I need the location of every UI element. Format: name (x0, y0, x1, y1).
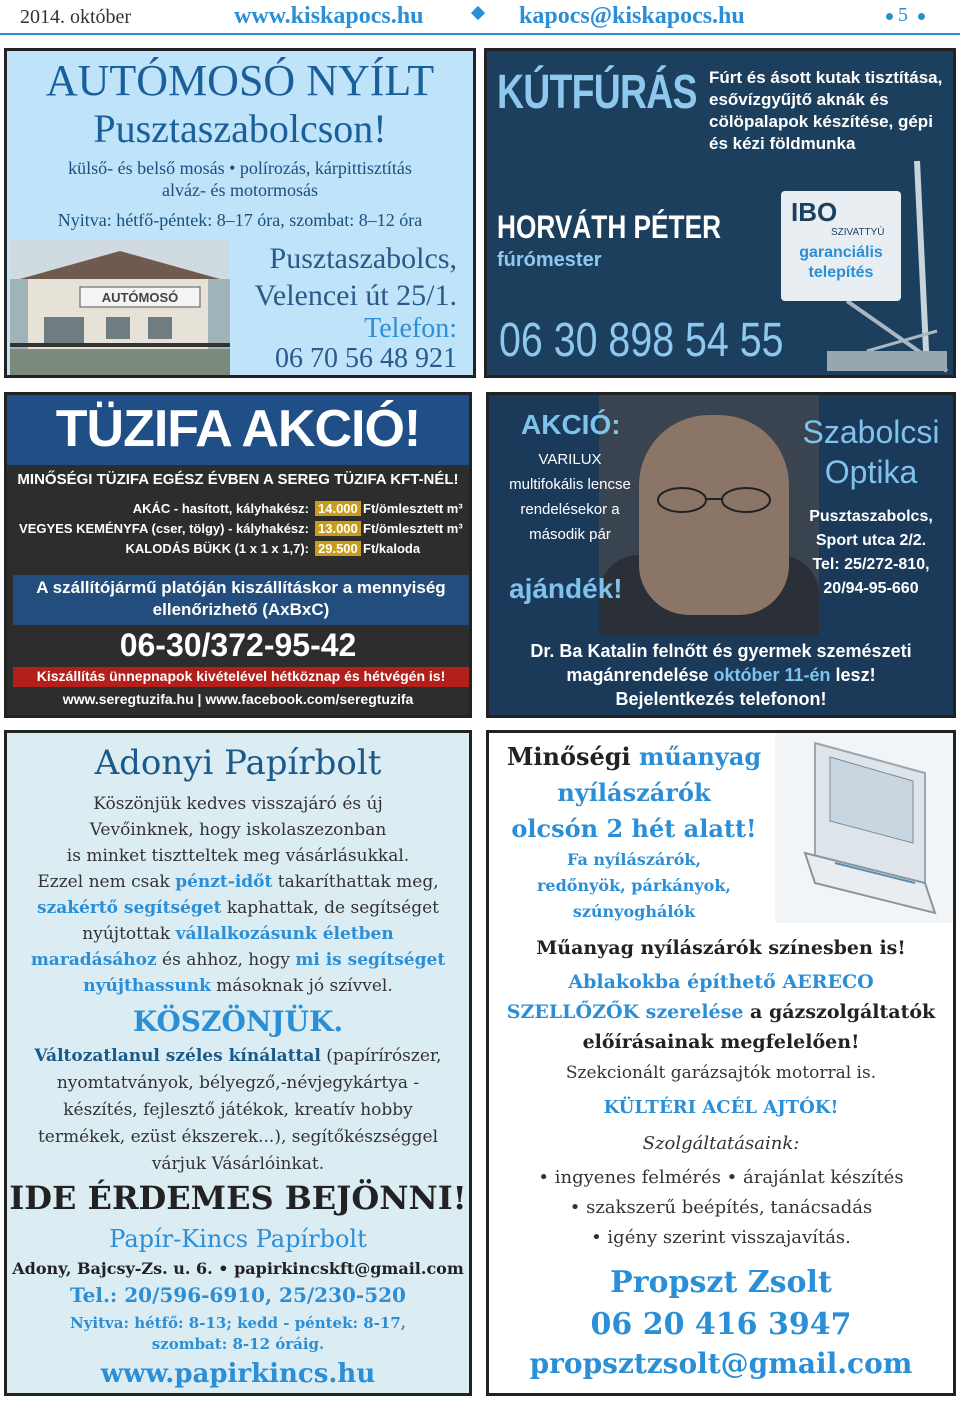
list-item: • szakszerű beépítés, tanácsadás (569, 1197, 873, 1218)
paper-message-paragraph: Ezzel nem csak pénzt-időt takaríthattak meg, szakértő segítséget kaphattak, de segítséget nyújtottak vállalkozásunk életben maradásához és ahhoz, hogy mi is segítséget nyújthassunk másoknak jó szívvel. (30, 872, 446, 996)
firewood-price-row (13, 521, 469, 539)
ibo-logo-sub: SZIVATTYÚ (831, 227, 885, 238)
carwash-title-location: Pusztaszabolcson! (93, 106, 387, 151)
photo-face (639, 415, 789, 615)
optics-notice-line2: magánrendelése október 11-én lesz! (566, 665, 876, 685)
header-website-link[interactable]: www.kiskapocs.hu (234, 3, 424, 29)
paper-hours-line: szombat: 8-12 óráig. (151, 1335, 325, 1353)
firewood-item-name: AKÁC - hasított, kályhakész: (132, 501, 309, 516)
paper-shop-message (17, 791, 459, 999)
optics-notice-line1: Dr. Ba Katalin felnőtt és gyermek szemészeti (530, 641, 912, 661)
windows-product-line: redőnyök, párkányok, (537, 876, 731, 895)
firewood-delivery-note: Kiszállítás ünnepnapok kivételével hétköznap és hétvégén is! (36, 668, 446, 684)
firewood-notice-line1: A szállítójármű platóján kiszállításkor a mennyiség (36, 578, 446, 597)
optics-street: Sport utca 2/2. (815, 532, 927, 549)
windows-garage-note: Szekcionált garázsajtók motorral is. (565, 1063, 877, 1083)
firewood-notice-line2: ellenőrizhető (AxBxC) (152, 600, 330, 619)
optics-promo-text: VARILUX multifokális lencse rendelésekor a második pár (509, 451, 631, 543)
well-contact-role: fúrómester (497, 249, 602, 271)
paper-shop-phone[interactable]: Tel.: 20/596-6910, 25/230-520 (70, 1283, 406, 1307)
firewood-delivery-band (13, 667, 469, 687)
optics-ad (486, 392, 956, 718)
window-profile-image (775, 733, 953, 923)
paper-offer-text: Változatlanul széles kínálattal (papírírószer, nyomtatványok, bélyegző,-névjegykártya - készítés, fejlesztő játékok, kreatív hobby termékek, ezüst ékszerek...), segítőkészséggel várjuk Vásárlóinkat. (34, 1046, 442, 1174)
paper-shop-hours (7, 1313, 469, 1355)
carwash-phone[interactable]: 06 70 56 48 921 (275, 343, 457, 374)
firewood-item-unit: Ft/ömlesztett m³ (363, 521, 463, 536)
carwash-ad (4, 48, 476, 378)
carwash-services: külső- és belső mosás • polírozás, kárpittisztítás (68, 158, 412, 178)
glasses-icon (654, 485, 774, 515)
list-item: • igény szerint visszajavítás. (591, 1227, 851, 1248)
firewood-websites[interactable]: www.seregtuzifa.hu | www.facebook.com/seregtuzifa (62, 691, 414, 707)
firewood-item-price: 29.500 (315, 541, 361, 556)
windows-product-line: szúnyoghálók (572, 902, 696, 921)
list-item: • ingyenes felmérés • árajánlat készítés (538, 1167, 904, 1188)
header-divider (0, 33, 960, 35)
carwash-phone-label: Telefon: (364, 313, 457, 344)
firewood-price-row (13, 501, 469, 519)
windows-contact-name: Propszt Zsolt (610, 1265, 832, 1300)
issue-date: 2014. október (20, 6, 132, 28)
optics-phone-2[interactable]: 20/94-95-660 (823, 580, 919, 597)
firewood-item-name: KALODÁS BÜKK (1 x 1 x 1,7): (125, 541, 309, 556)
windows-services-list (489, 1163, 953, 1253)
firewood-item-price: 13.000 (315, 521, 361, 536)
optics-brand-name: Szabolcsi (802, 414, 940, 450)
windows-ad (486, 730, 956, 1396)
windows-color-note: Műanyag nyílászárók színesben is! (536, 937, 906, 959)
optics-phone-1[interactable]: Tel: 25/272-810, (812, 556, 930, 573)
carwash-city: Pusztaszabolcs, (269, 242, 457, 275)
windows-contact-phone[interactable]: 06 20 416 3947 (590, 1307, 852, 1342)
firewood-title: TÜZIFA AKCIÓ! (55, 400, 421, 458)
windows-headline: Minőségi műanyag nyílászárók olcsón 2 hét alatt! (506, 742, 762, 843)
windows-products (489, 847, 779, 925)
optics-promo-title: AKCIÓ: (521, 409, 621, 440)
carwash-services-extra: alváz- és motormosás (162, 180, 318, 200)
firewood-price-row (13, 541, 469, 559)
well-contact-name: HORVÁTH PÉTER (497, 209, 722, 245)
firewood-phone[interactable]: 06-30/372-95-42 (119, 627, 357, 663)
firewood-notice (13, 577, 469, 621)
paper-call-to-action: IDE ÉRDEMES BEJÖNNI! (9, 1179, 467, 1217)
paper-intro-line: Köszönjük kedves visszajáró és új (93, 794, 383, 814)
optics-promo-gift: ajándék! (509, 573, 623, 604)
well-drilling-ad (484, 48, 956, 378)
page-number: 5 (898, 4, 908, 26)
paper-intro-line: Vevőinknek, hogy iskolaszezonban (89, 820, 387, 840)
well-title: KÚTFÚRÁS (497, 66, 697, 119)
well-description: Fúrt és ásott kutak tisztítása, esővízgyűjtő aknák és cölöpalapok készítése, gépi és kézi földmunka (709, 68, 943, 153)
optics-city: Pusztaszabolcs, (809, 508, 933, 525)
paper-shop-ad (4, 730, 472, 1396)
firewood-notice-band (13, 575, 469, 625)
carwash-building-photo (10, 239, 230, 375)
page-header (0, 0, 960, 34)
firewood-header-band (7, 395, 472, 465)
firewood-item-unit: Ft/kaloda (363, 541, 421, 556)
paper-intro-line: is minket tisztteltek meg vásárlásukkal. (66, 846, 410, 866)
paper-shop-name: Papír-Kincs Papírbolt (109, 1225, 367, 1253)
optics-brand-name-2: Optika (824, 454, 918, 490)
header-email-link[interactable]: kapocs@kiskapocs.hu (519, 3, 745, 29)
paper-shop-website[interactable]: www.papirkincs.hu (100, 1359, 376, 1389)
optics-consultation-notice (489, 639, 953, 711)
paper-hours-line: Nyitva: hétfő: 8-13; kedd - péntek: 8-17, (69, 1314, 407, 1332)
firewood-ad (4, 392, 472, 718)
firewood-subtitle: MINŐSÉGI TÜZIFA EGÉSZ ÉVBEN A SEREG TÜZIFA KFT-NÉL! (17, 471, 459, 488)
carwash-address: Velencei út 25/1. (254, 279, 457, 312)
paper-shop-title: Adonyi Papírbolt (94, 743, 382, 783)
optics-notice-line3: Bejelentkezés telefonon! (615, 689, 827, 709)
dot-icon (886, 13, 893, 20)
badge-guarantee-text: garanciális telepítés (799, 244, 883, 281)
windows-vent-note: Ablakokba építhető AERECO SZELLŐZŐK szerelése a gázszolgáltatók előírásainak megfelelően! (506, 971, 936, 1053)
paper-shop-address[interactable]: Adony, Bajcsy-Zs. u. 6. • papirkincskft@gmail.com (12, 1259, 464, 1278)
diamond-separator-icon (471, 6, 485, 20)
ibo-badge (781, 191, 901, 301)
firewood-item-unit: Ft/ömlesztett m³ (363, 501, 463, 516)
windows-steel-doors: KÜLTÉRI ACÉL AJTÓK! (603, 1097, 839, 1118)
carwash-hours: Nyitva: hétfő-péntek: 8–17 óra, szombat: 8–12 óra (57, 210, 423, 230)
ibo-logo-text: IBO (791, 197, 838, 227)
paper-thanks: KÖSZÖNJÜK. (132, 1005, 344, 1038)
optics-notice-date: október 11-én (713, 665, 831, 685)
carwash-title: AUTÓMOSÓ NYÍLT (45, 56, 435, 105)
firewood-item-price: 14.000 (315, 501, 361, 516)
windows-services-title: Szolgáltatásaink: (642, 1133, 800, 1154)
windows-contact-email[interactable]: propsztzsolt@gmail.com (529, 1347, 913, 1380)
firewood-item-name: VEGYES KEMÉNYFA (cser, tölgy) - kályhakész: (19, 521, 309, 536)
dot-icon (918, 13, 925, 20)
windows-product-line: Fa nyílászárók, (566, 850, 702, 869)
well-phone[interactable]: 06 30 898 54 55 (499, 314, 784, 367)
carwash-sign-text: AUTÓMOSÓ (101, 290, 179, 305)
optics-contact (789, 505, 953, 601)
